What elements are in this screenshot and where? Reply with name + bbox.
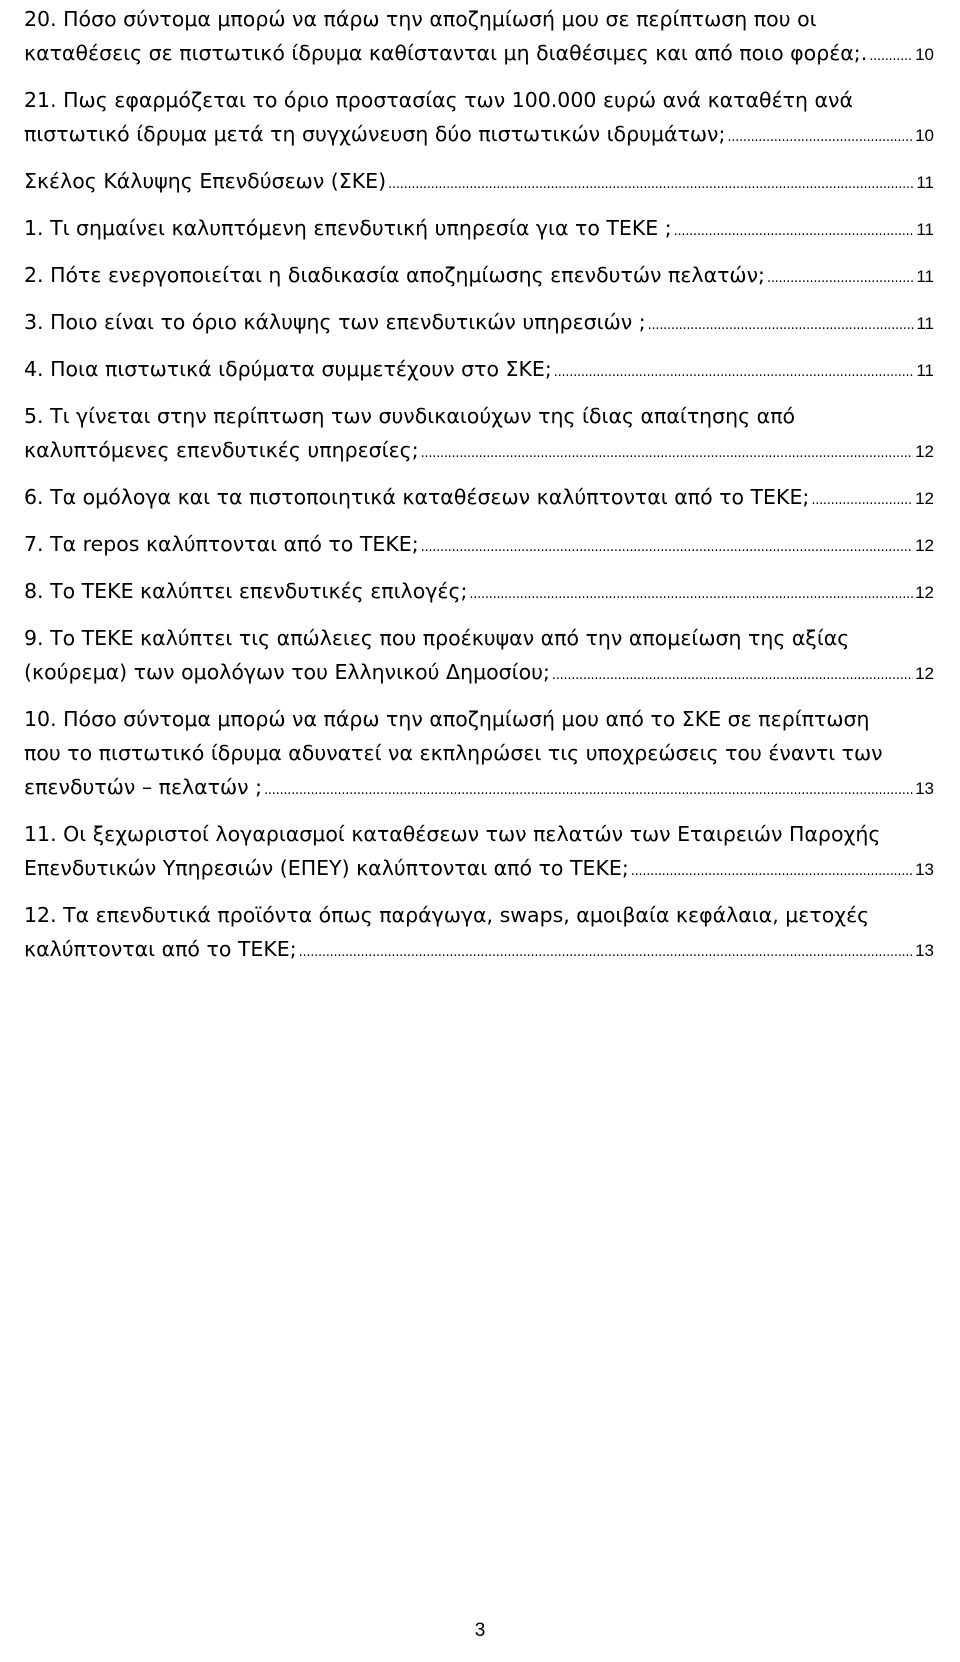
toc-entry-text-line: 5. Τι γίνεται στην περίπτωση των συνδικαιούχων της ίδιας απαίτησης από — [24, 404, 796, 428]
toc-page-number: 10 — [915, 45, 934, 64]
toc-page-number: 12 — [915, 442, 934, 461]
toc-entry-text: καλυπτόμενες επενδυτικές υπηρεσίες; — [24, 438, 419, 462]
dot-leader — [388, 168, 914, 202]
dot-leader — [674, 215, 915, 249]
dot-leader — [811, 484, 913, 518]
toc-entry-text: 3. Ποιο είναι το όριο κάλυψης των επενδυτικών υπηρεσιών ; — [24, 310, 646, 334]
toc-entry[interactable] — [24, 527, 934, 565]
dot-leader — [552, 659, 913, 693]
toc-entry[interactable] — [24, 399, 934, 471]
toc-page-number: 12 — [915, 536, 934, 555]
toc-entry[interactable] — [24, 574, 934, 612]
toc-entry-text: επενδυτών – πελατών ; — [24, 775, 263, 799]
toc-entry-text: 7. Τα repos καλύπτονται από το ΤΕΚΕ; — [24, 532, 419, 556]
toc-entry-final-line — [24, 258, 934, 296]
toc-entry-final-line — [24, 352, 934, 390]
toc-entry[interactable] — [24, 258, 934, 296]
toc-entry[interactable] — [24, 2, 934, 74]
toc-entry-final-line — [24, 851, 934, 889]
toc-entry-text: 1. Τι σημαίνει καλυπτόμενη επενδυτική υπηρεσία για το ΤΕΚΕ ; — [24, 216, 672, 240]
toc-entry-final-line — [24, 36, 934, 74]
toc-entry-final-line — [24, 480, 934, 518]
dot-leader — [869, 40, 913, 74]
toc-entry-final-line — [24, 655, 934, 693]
toc-entry-final-line — [24, 770, 934, 808]
dot-leader — [421, 531, 913, 565]
toc-page-number: 11 — [916, 361, 934, 380]
toc-entry-final-line — [24, 211, 934, 249]
toc-entry-text: 4. Ποια πιστωτικά ιδρύματα συμμετέχουν στο ΣΚΕ; — [24, 357, 552, 381]
page-number: 3 — [474, 1620, 486, 1641]
toc-entry[interactable] — [24, 702, 934, 808]
toc-page-number: 12 — [915, 664, 934, 683]
toc-entry-final-line — [24, 527, 934, 565]
toc-entry-text-line: 11. Οι ξεχωριστοί λογαριασμοί καταθέσεων των πελατών των Εταιρειών Παροχής — [24, 822, 881, 846]
toc-entry-final-line — [24, 574, 934, 612]
toc-entry[interactable] — [24, 211, 934, 249]
toc-entry[interactable] — [24, 305, 934, 343]
toc-entry-text: 6. Τα ομόλογα και τα πιστοποιητικά καταθέσεων καλύπτονται από το ΤΕΚΕ; — [24, 485, 810, 509]
toc-page-number: 13 — [915, 779, 934, 798]
dot-leader — [727, 121, 913, 155]
toc-entry[interactable] — [24, 817, 934, 889]
toc-entry-text: (κούρεμα) των ομολόγων του Ελληνικού Δημοσίου; — [24, 660, 550, 684]
toc-entry[interactable] — [24, 83, 934, 155]
toc-entry-final-line — [24, 164, 934, 202]
toc-entry-text: Επενδυτικών Υπηρεσιών (ΕΠΕΥ) καλύπτονται από το ΤΕΚΕ; — [24, 856, 629, 880]
toc-entry-final-line — [24, 433, 934, 471]
toc-entry-text-line: 10. Πόσο σύντομα μπορώ να πάρω την αποζημίωσή μου από το ΣΚΕ σε περίπτωση — [24, 707, 870, 731]
toc-entry-text: 8. Το ΤΕΚΕ καλύπτει επενδυτικές επιλογές; — [24, 579, 468, 603]
dot-leader — [767, 262, 914, 296]
toc-page-number: 10 — [915, 126, 934, 145]
toc-page-number: 11 — [916, 220, 934, 239]
dot-leader — [648, 309, 915, 343]
toc-entry[interactable] — [24, 621, 934, 693]
toc-page-number: 11 — [916, 314, 934, 333]
toc-page-number: 13 — [915, 941, 934, 960]
toc-entry-text: πιστωτικό ίδρυμα μετά τη συγχώνευση δύο πιστωτικών ιδρυμάτων; — [24, 122, 726, 146]
toc-entry[interactable] — [24, 352, 934, 390]
toc-entry-final-line — [24, 305, 934, 343]
toc-entry[interactable] — [24, 480, 934, 518]
toc-entry-text-line: 12. Τα επενδυτικά προϊόντα όπως παράγωγα, swaps, αμοιβαία κεφάλαια, μετοχές — [24, 903, 870, 927]
toc-page-number: 11 — [916, 267, 934, 286]
toc-page-number: 13 — [915, 860, 934, 879]
toc-entry-text: καλύπτονται από το ΤΕΚΕ; — [24, 937, 297, 961]
toc-page-number: 12 — [915, 583, 934, 602]
toc-page-number: 12 — [915, 489, 934, 508]
dot-leader — [554, 356, 915, 390]
dot-leader — [421, 437, 913, 471]
toc-entry-text-line: 20. Πόσο σύντομα μπορώ να πάρω την αποζημίωσή μου σε περίπτωση που οι — [24, 7, 817, 31]
table-of-contents — [24, 0, 934, 979]
dot-leader — [631, 855, 913, 889]
dot-leader — [469, 578, 913, 612]
toc-entry-text: 2. Πότε ενεργοποιείται η διαδικασία αποζημίωσης επενδυτών πελατών; — [24, 263, 765, 287]
dot-leader — [264, 774, 913, 808]
toc-entry-text: Σκέλος Κάλυψης Επενδύσεων (ΣΚΕ) — [24, 169, 387, 193]
toc-entry[interactable] — [24, 164, 934, 202]
toc-entry-text-line: 21. Πως εφαρμόζεται το όριο προστασίας των 100.000 ευρώ ανά καταθέτη ανά — [24, 88, 853, 112]
toc-page-number: 11 — [916, 173, 934, 192]
dot-leader — [299, 936, 913, 970]
toc-entry-text-line: που το πιστωτικό ίδρυμα αδυνατεί να εκπληρώσει τις υποχρεώσεις του έναντι των — [24, 741, 883, 765]
toc-entry-text-line: 9. Το ΤΕΚΕ καλύπτει τις απώλειες που προέκυψαν από την απομείωση της αξίας — [24, 626, 850, 650]
toc-entry-final-line — [24, 117, 934, 155]
toc-entry-final-line — [24, 932, 934, 970]
toc-entry[interactable] — [24, 898, 934, 970]
toc-entry-text: καταθέσεις σε πιστωτικό ίδρυμα καθίστανται μη διαθέσιμες και από ποιο φορέα;. — [24, 41, 868, 65]
